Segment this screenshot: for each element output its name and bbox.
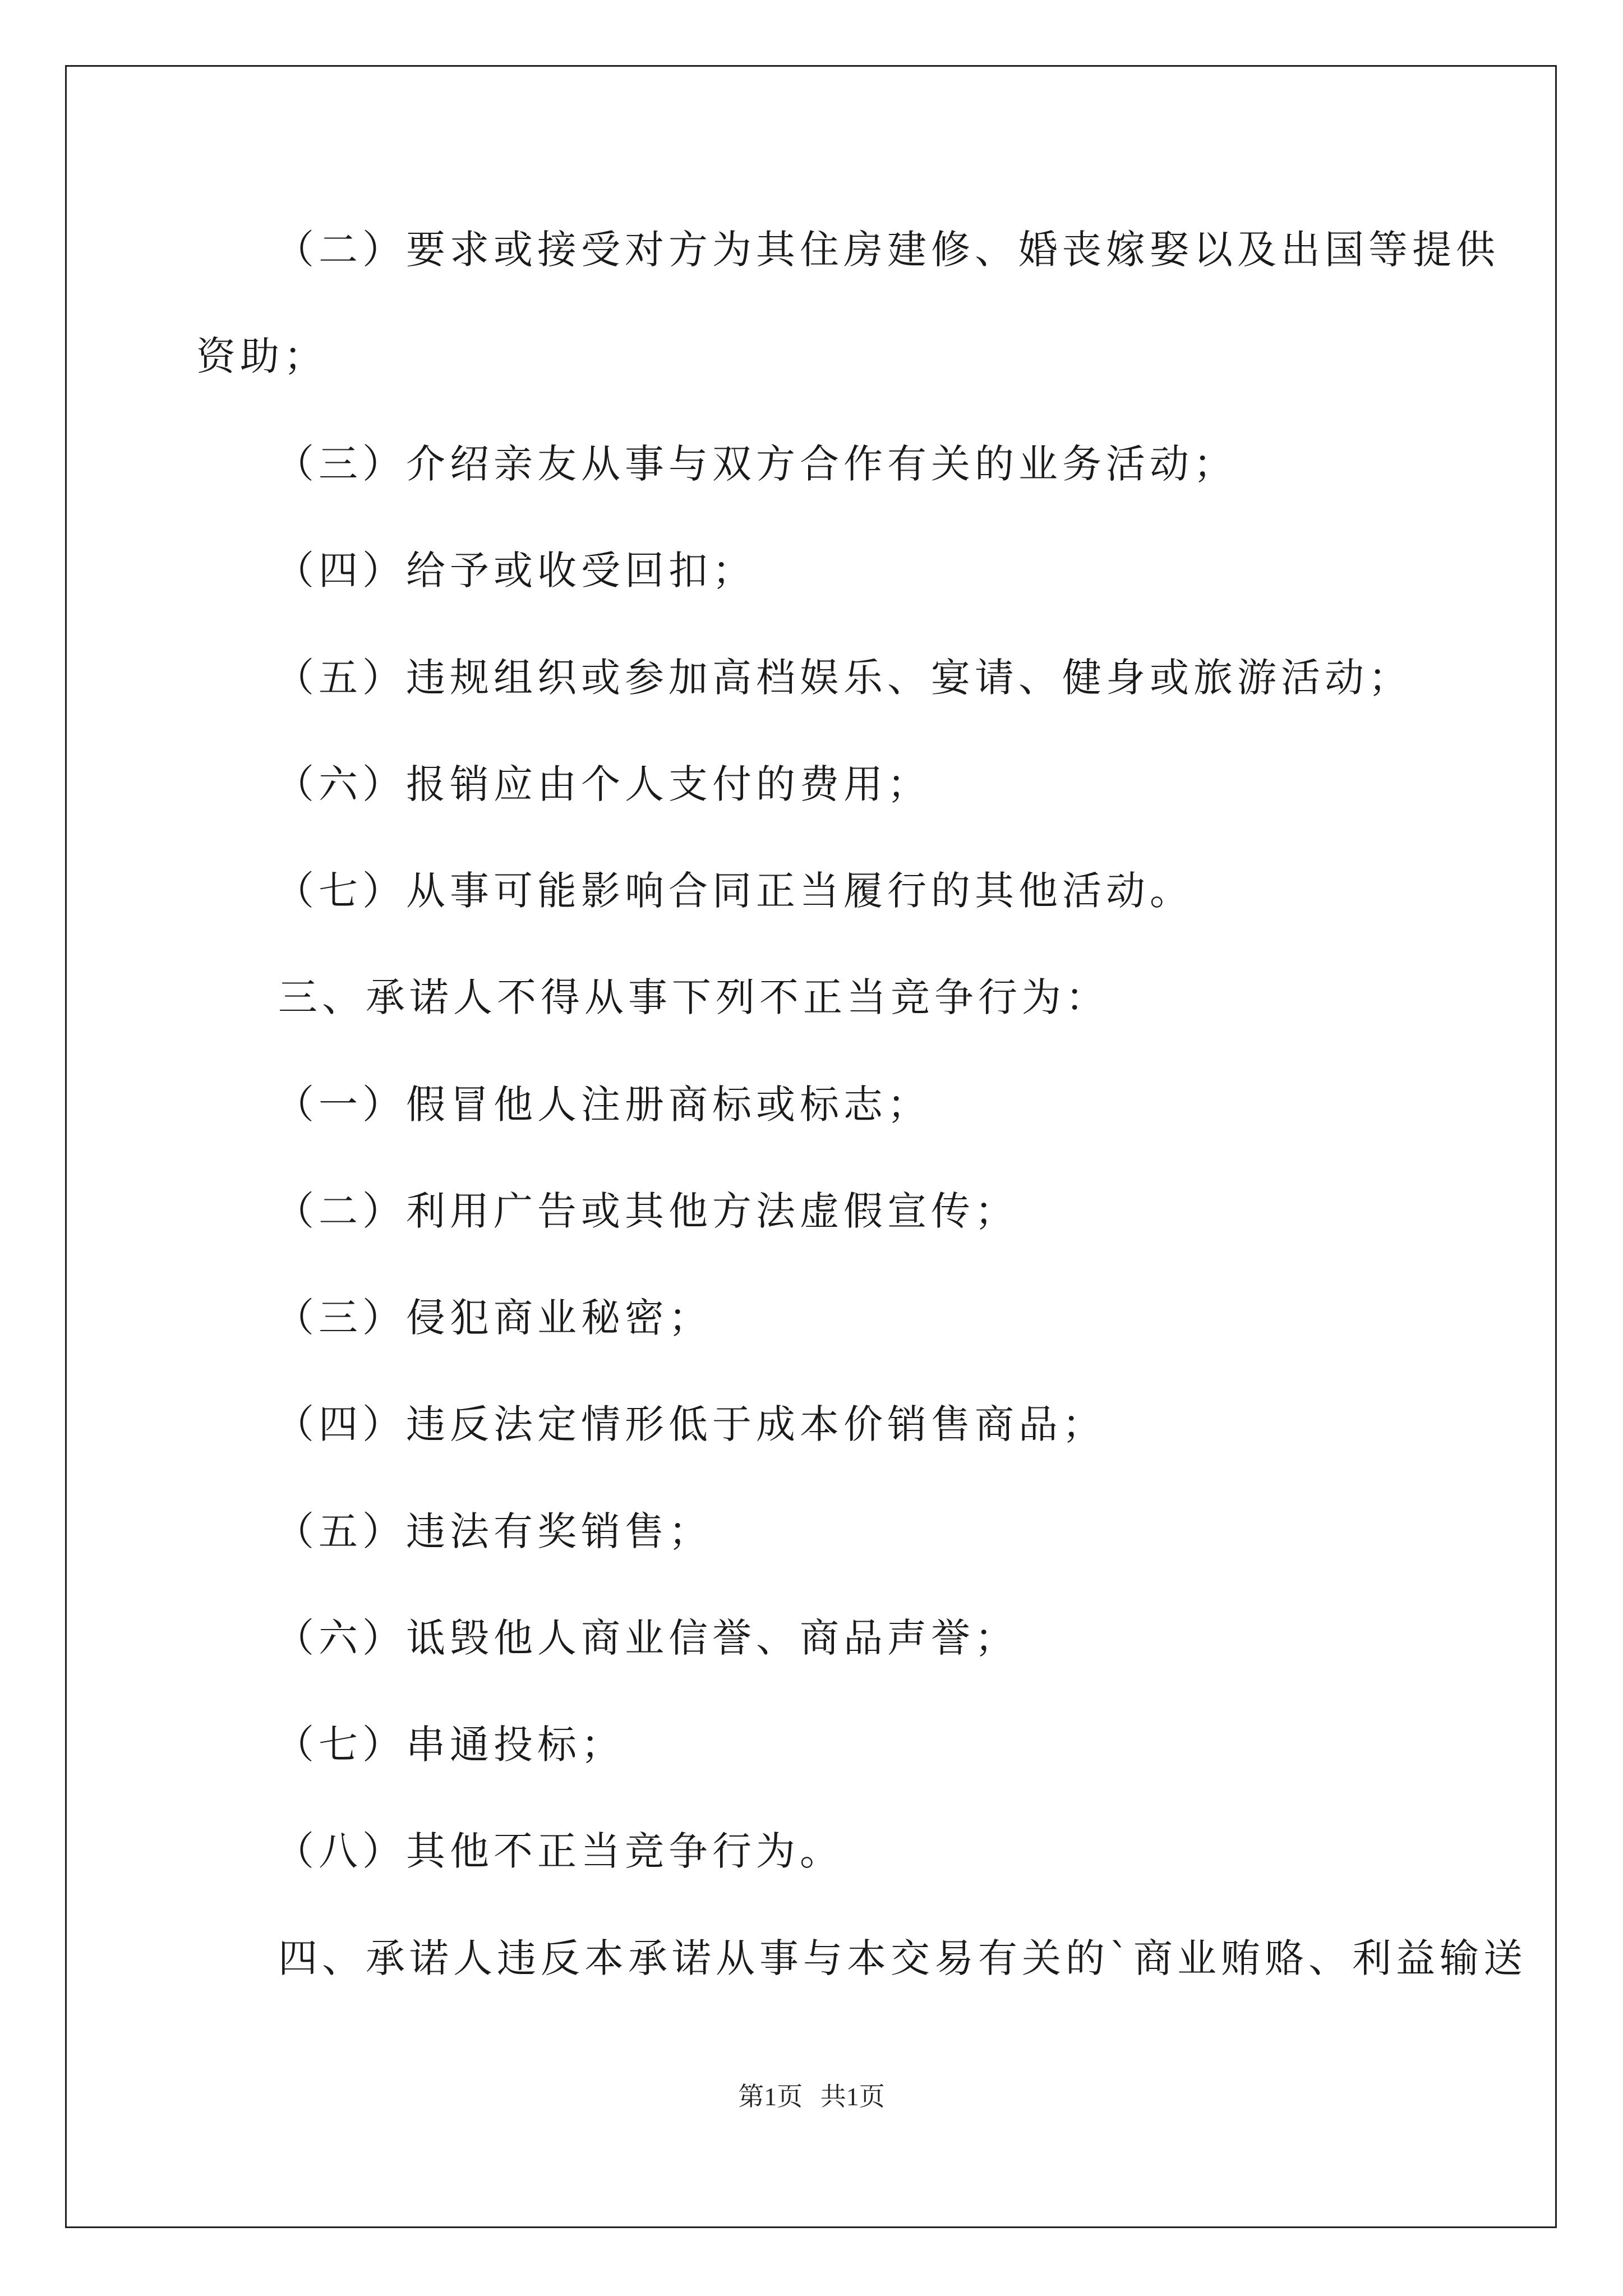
section-heading: 三、承诺人不得从事下列不正当竞争行为： bbox=[278, 974, 1109, 1020]
paragraph-line: （五）违法有奖销售； bbox=[275, 1508, 712, 1554]
paragraph-line: （七）从事可能影响合同正当履行的其他活动。 bbox=[275, 868, 1193, 914]
section-heading: 四、承诺人违反本承诺从事与本交易有关的`商业贿赂、利益输送 bbox=[278, 1935, 1527, 1981]
paragraph-line: （六）报销应由个人支付的费用； bbox=[275, 761, 931, 807]
paragraph-line: （三）侵犯商业秘密； bbox=[275, 1295, 712, 1341]
paragraph-line: （二）利用广告或其他方法虚假宣传； bbox=[275, 1188, 1018, 1234]
paragraph-line: （五）违规组织或参加高档娱乐、宴请、健身或旅游活动； bbox=[275, 655, 1412, 701]
paragraph-line: （六）诋毁他人商业信誉、商品声誉； bbox=[275, 1615, 1018, 1661]
page-footer bbox=[0, 2084, 1623, 2110]
paragraph-line: （七）串通投标； bbox=[275, 1722, 625, 1768]
paragraph-line: （一）假冒他人注册商标或标志； bbox=[275, 1082, 931, 1128]
paragraph-line: 资助； bbox=[196, 333, 328, 379]
paragraph-line: （四）给予或收受回扣； bbox=[275, 547, 756, 593]
paragraph-line: （八）其他不正当竞争行为。 bbox=[275, 1828, 843, 1874]
paragraph-line: （二）要求或接受对方为其住房建修、婚丧嫁娶以及出国等提供 bbox=[275, 227, 1500, 273]
paragraph-line: （四）违反法定情形低于成本价销售商品； bbox=[275, 1401, 1106, 1447]
paragraph-line: （三）介绍亲友从事与双方合作有关的业务活动； bbox=[275, 441, 1237, 487]
page-number-total: 共1页 bbox=[820, 2082, 885, 2111]
page-number-current: 第1页 bbox=[738, 2082, 803, 2111]
